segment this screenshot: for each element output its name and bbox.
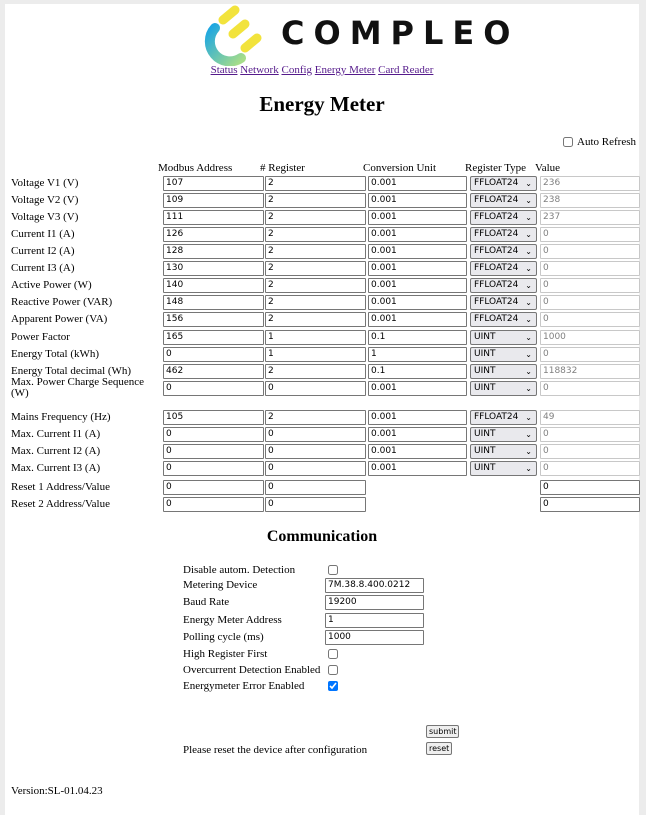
- main-nav: [5, 64, 639, 76]
- row-label: Max. Current I3 (A): [11, 462, 101, 474]
- register-type-value: FFLOAT24: [474, 195, 519, 205]
- submit-button[interactable]: submit: [426, 725, 459, 738]
- conversion-unit-input[interactable]: 0.001: [368, 193, 467, 208]
- value-readonly-field: 0: [540, 261, 640, 276]
- modbus-address-input[interactable]: 130: [163, 261, 264, 276]
- polling-cycle-label: Polling cycle (ms): [183, 631, 264, 643]
- table-row-current-i3-a: [11, 261, 641, 278]
- register-count-input[interactable]: 0: [265, 444, 366, 459]
- modbus-address-input[interactable]: 107: [163, 176, 264, 191]
- reset-value-input[interactable]: 0: [540, 480, 640, 495]
- modbus-address-input[interactable]: 109: [163, 193, 264, 208]
- register-type-select[interactable]: [470, 210, 537, 225]
- value-readonly-field: 0: [540, 278, 640, 293]
- value-readonly-field: 0: [540, 295, 640, 310]
- register-type-value: UINT: [474, 332, 496, 342]
- nav-config[interactable]: Config: [281, 64, 313, 76]
- register-type-select[interactable]: [470, 427, 537, 442]
- row-label: Mains Frequency (Hz): [11, 411, 111, 423]
- table-row-energy-total-kwh: [11, 347, 641, 364]
- high-register-row: [183, 647, 443, 662]
- register-count-input[interactable]: 1: [265, 347, 366, 362]
- chevron-down-icon: ⌄: [525, 447, 532, 456]
- modbus-address-input[interactable]: 140: [163, 278, 264, 293]
- row-label: Max. Current I1 (A): [11, 428, 101, 440]
- reset-value-input[interactable]: 0: [540, 497, 640, 512]
- chevron-down-icon: ⌄: [525, 384, 532, 393]
- disable-detection-label: Disable autom. Detection: [183, 564, 296, 576]
- register-type-value: FFLOAT24: [474, 263, 519, 273]
- row-label: Apparent Power (VA): [11, 313, 108, 325]
- conversion-unit-input[interactable]: 0.001: [368, 427, 467, 442]
- register-type-value: FFLOAT24: [474, 314, 519, 324]
- modbus-address-input[interactable]: 126: [163, 227, 264, 242]
- reset-register-input[interactable]: 0: [265, 497, 366, 512]
- row-label: Energy Total decimal (Wh): [11, 365, 132, 377]
- conversion-unit-input[interactable]: 0.1: [368, 364, 467, 379]
- communication-title: Communication: [266, 528, 378, 545]
- brand-name: COMPLEO: [281, 14, 520, 52]
- modbus-address-input[interactable]: 0: [163, 427, 264, 442]
- conversion-unit-input[interactable]: 0.001: [368, 210, 467, 225]
- baud-rate-row: [183, 595, 443, 610]
- conversion-unit-input[interactable]: 0.001: [368, 461, 467, 476]
- register-count-input[interactable]: 2: [265, 278, 366, 293]
- compleo-plug-icon: [201, 4, 271, 66]
- row-label: Current I1 (A): [11, 228, 75, 240]
- table-row-reset-1: [11, 480, 641, 497]
- metering-device-input[interactable]: 7M.38.8.400.0212: [325, 578, 424, 593]
- row-label: Reset 1 Address/Value: [11, 481, 110, 493]
- conversion-unit-input[interactable]: 0.001: [368, 295, 467, 310]
- error-enabled-row: [183, 679, 443, 694]
- register-type-select[interactable]: [470, 347, 537, 362]
- nav-network[interactable]: Network: [240, 64, 279, 76]
- register-count-input[interactable]: 1: [265, 330, 366, 345]
- register-type-value: FFLOAT24: [474, 297, 519, 307]
- meter-address-row: [183, 613, 443, 628]
- register-type-select[interactable]: [470, 444, 537, 459]
- value-readonly-field: 236: [540, 176, 640, 191]
- table-row-current-i2-a: [11, 244, 641, 261]
- metering-device-row: [183, 578, 443, 593]
- value-readonly-field: 0: [540, 347, 640, 362]
- row-label: Voltage V1 (V): [11, 177, 79, 189]
- register-type-value: FFLOAT24: [474, 229, 519, 239]
- register-type-value: FFLOAT24: [474, 280, 519, 290]
- register-count-input[interactable]: 0: [265, 461, 366, 476]
- overcurrent-checkbox[interactable]: [328, 665, 338, 675]
- register-count-input[interactable]: 2: [265, 364, 366, 379]
- value-readonly-field: 118832: [540, 364, 640, 379]
- page-container: [5, 4, 639, 815]
- reset-address-input[interactable]: 0: [163, 497, 264, 512]
- register-type-select[interactable]: [470, 193, 537, 208]
- register-type-select[interactable]: [470, 381, 537, 396]
- row-label: Max. Current I2 (A): [11, 445, 101, 457]
- chevron-down-icon: ⌄: [525, 367, 532, 376]
- value-readonly-field: 237: [540, 210, 640, 225]
- table-row-reset-2: [11, 497, 641, 514]
- value-readonly-field: 0: [540, 427, 640, 442]
- metering-device-label: Metering Device: [183, 579, 258, 591]
- table-row-max-current-i1-a: [11, 427, 641, 444]
- register-count-input[interactable]: 2: [265, 410, 366, 425]
- register-type-value: FFLOAT24: [474, 178, 519, 188]
- row-label: Max. Power Charge Sequence (W): [11, 376, 144, 399]
- chevron-down-icon: ⌄: [525, 413, 532, 422]
- reset-address-input[interactable]: 0: [163, 480, 264, 495]
- register-count-input[interactable]: 0: [265, 427, 366, 442]
- chevron-down-icon: ⌄: [525, 281, 532, 290]
- table-row-apparent-power-va: [11, 312, 641, 329]
- modbus-address-input[interactable]: 148: [163, 295, 264, 310]
- disable-detection-row: [183, 563, 443, 578]
- chevron-down-icon: ⌄: [525, 464, 532, 473]
- table-row-current-i1-a: [11, 227, 641, 244]
- modbus-address-input[interactable]: 111: [163, 210, 264, 225]
- header-conversion-unit: Conversion Unit: [363, 162, 437, 174]
- row-label: Reactive Power (VAR): [11, 296, 113, 308]
- register-type-select[interactable]: [470, 244, 537, 259]
- register-type-select[interactable]: [470, 227, 537, 242]
- header-register-type: Register Type: [465, 162, 527, 174]
- chevron-down-icon: ⌄: [525, 333, 532, 342]
- chevron-down-icon: ⌄: [525, 430, 532, 439]
- value-readonly-field: 0: [540, 381, 640, 396]
- conversion-unit-input[interactable]: 0.001: [368, 227, 467, 242]
- value-readonly-field: 0: [540, 244, 640, 259]
- row-label: Voltage V3 (V): [11, 211, 79, 223]
- conversion-unit-input[interactable]: 0.001: [368, 381, 467, 396]
- disable-detection-checkbox[interactable]: [328, 565, 338, 575]
- chevron-down-icon: ⌄: [525, 213, 532, 222]
- register-count-input[interactable]: 2: [265, 244, 366, 259]
- chevron-down-icon: ⌄: [525, 315, 532, 324]
- register-type-value: UINT: [474, 366, 496, 376]
- value-readonly-field: 0: [540, 227, 640, 242]
- register-type-select[interactable]: [470, 176, 537, 191]
- high-register-checkbox[interactable]: [328, 649, 338, 659]
- table-row-active-power-w: [11, 278, 641, 295]
- modbus-address-input[interactable]: 462: [163, 364, 264, 379]
- row-label: Power Factor: [11, 331, 70, 343]
- register-type-select[interactable]: [470, 278, 537, 293]
- register-type-select[interactable]: [470, 312, 537, 327]
- error-enabled-label: Energymeter Error Enabled: [183, 680, 305, 692]
- row-label: Current I2 (A): [11, 245, 75, 257]
- table-row-max-current-i2-a: [11, 444, 641, 461]
- row-label: Current I3 (A): [11, 262, 75, 274]
- register-count-input[interactable]: 2: [265, 176, 366, 191]
- register-count-input[interactable]: 2: [265, 193, 366, 208]
- page-title: Energy Meter: [259, 92, 385, 116]
- meter-address-input[interactable]: 1: [325, 613, 424, 628]
- conversion-unit-input[interactable]: 0.001: [368, 176, 467, 191]
- nav-energy-meter[interactable]: Energy Meter: [314, 64, 376, 76]
- value-readonly-field: 238: [540, 193, 640, 208]
- polling-cycle-row: [183, 630, 443, 645]
- conversion-unit-input[interactable]: 1: [368, 347, 467, 362]
- row-label: Energy Total (kWh): [11, 348, 100, 360]
- register-count-input[interactable]: 2: [265, 295, 366, 310]
- table-row-reactive-power-var: [11, 295, 641, 312]
- value-readonly-field: 0: [540, 312, 640, 327]
- reset-register-input[interactable]: 0: [265, 480, 366, 495]
- modbus-address-input[interactable]: 156: [163, 312, 264, 327]
- header-modbus-address: Modbus Address: [158, 162, 233, 174]
- register-type-value: FFLOAT24: [474, 212, 519, 222]
- reset-note: Please reset the device after configuration: [183, 744, 368, 756]
- value-readonly-field: 0: [540, 444, 640, 459]
- polling-cycle-input[interactable]: 1000: [325, 630, 424, 645]
- modbus-address-input[interactable]: 0: [163, 347, 264, 362]
- chevron-down-icon: ⌄: [525, 179, 532, 188]
- table-row-max-current-i3-a: [11, 461, 641, 478]
- register-type-value: UINT: [474, 463, 496, 473]
- auto-refresh-checkbox[interactable]: [563, 137, 573, 147]
- chevron-down-icon: ⌄: [525, 264, 532, 273]
- chevron-down-icon: ⌄: [525, 230, 532, 239]
- reset-button[interactable]: reset: [426, 742, 452, 755]
- value-readonly-field: 49: [540, 410, 640, 425]
- modbus-address-input[interactable]: 105: [163, 410, 264, 425]
- value-readonly-field: 1000: [540, 330, 640, 345]
- register-type-select[interactable]: [470, 295, 537, 310]
- register-type-value: FFLOAT24: [474, 412, 519, 422]
- overcurrent-label: Overcurrent Detection Enabled: [183, 664, 321, 676]
- table-row-max-power-charge-sequence-w: [11, 376, 641, 399]
- chevron-down-icon: ⌄: [525, 350, 532, 359]
- compleo-logo: [201, 4, 520, 66]
- conversion-unit-input[interactable]: 0.001: [368, 444, 467, 459]
- auto-refresh-toggle[interactable]: [563, 136, 636, 148]
- modbus-address-input[interactable]: 0: [163, 381, 264, 396]
- conversion-unit-input[interactable]: 0.001: [368, 312, 467, 327]
- modbus-address-input[interactable]: 165: [163, 330, 264, 345]
- chevron-down-icon: ⌄: [525, 298, 532, 307]
- register-type-value: FFLOAT24: [474, 246, 519, 256]
- register-type-select[interactable]: [470, 461, 537, 476]
- header-register: # Register: [260, 162, 305, 174]
- chevron-down-icon: ⌄: [525, 196, 532, 205]
- header-value: Value: [535, 162, 561, 174]
- nav-status[interactable]: Status: [210, 64, 238, 76]
- conversion-unit-input[interactable]: 0.1: [368, 330, 467, 345]
- value-readonly-field: 0: [540, 461, 640, 476]
- row-label: Active Power (W): [11, 279, 92, 291]
- conversion-unit-input[interactable]: 0.001: [368, 261, 467, 276]
- register-type-value: UINT: [474, 446, 496, 456]
- auto-refresh-label: Auto Refresh: [577, 136, 636, 148]
- nav-card-reader[interactable]: Card Reader: [378, 64, 434, 76]
- register-count-input[interactable]: 0: [265, 381, 366, 396]
- table-row-voltage-v3-v: [11, 210, 641, 227]
- register-count-input[interactable]: 2: [265, 210, 366, 225]
- register-type-value: UINT: [474, 383, 496, 393]
- table-row-power-factor: [11, 330, 641, 347]
- baud-rate-input[interactable]: 19200: [325, 595, 424, 610]
- overcurrent-row: [183, 663, 443, 678]
- register-count-input[interactable]: 2: [265, 312, 366, 327]
- baud-rate-label: Baud Rate: [183, 596, 230, 608]
- register-type-select[interactable]: [470, 261, 537, 276]
- meter-address-label: Energy Meter Address: [183, 614, 282, 626]
- register-count-input[interactable]: 2: [265, 227, 366, 242]
- high-register-label: High Register First: [183, 648, 268, 660]
- row-label: Voltage V2 (V): [11, 194, 79, 206]
- modbus-address-input[interactable]: 0: [163, 461, 264, 476]
- conversion-unit-input[interactable]: 0.001: [368, 410, 467, 425]
- register-type-select[interactable]: [470, 364, 537, 379]
- register-type-value: UINT: [474, 349, 496, 359]
- row-label: Reset 2 Address/Value: [11, 498, 110, 510]
- chevron-down-icon: ⌄: [525, 247, 532, 256]
- table-row-mains-frequency-hz: [11, 410, 641, 427]
- register-type-select[interactable]: [470, 330, 537, 345]
- register-type-select[interactable]: [470, 410, 537, 425]
- modbus-address-input[interactable]: 128: [163, 244, 264, 259]
- register-count-input[interactable]: 2: [265, 261, 366, 276]
- conversion-unit-input[interactable]: 0.001: [368, 244, 467, 259]
- modbus-address-input[interactable]: 0: [163, 444, 264, 459]
- conversion-unit-input[interactable]: 0.001: [368, 278, 467, 293]
- table-row-voltage-v1-v: [11, 176, 641, 193]
- table-row-voltage-v2-v: [11, 193, 641, 210]
- version-label: Version:SL-01.04.23: [11, 785, 103, 797]
- register-type-value: UINT: [474, 429, 496, 439]
- error-enabled-checkbox[interactable]: [328, 681, 338, 691]
